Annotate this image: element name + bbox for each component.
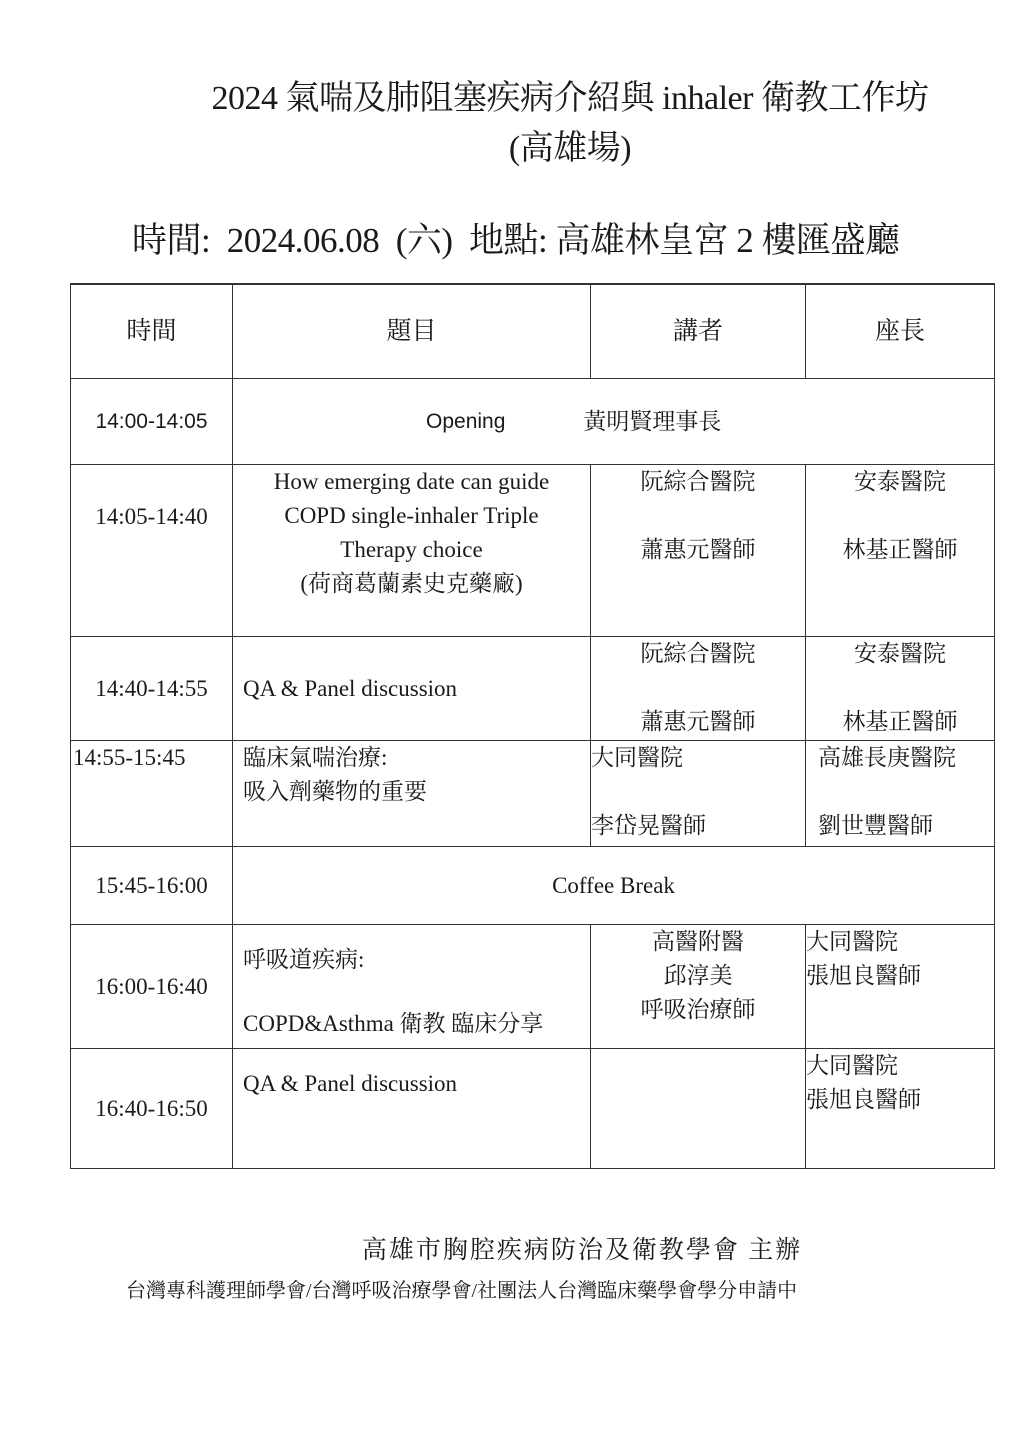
- topic-line: Therapy choice: [340, 537, 483, 562]
- row-chair: [806, 741, 995, 847]
- topic-line: 吸入劑藥物的重要: [243, 779, 427, 804]
- topic-line: How emerging date can guide: [273, 469, 550, 494]
- chair-hospital: 大同醫院: [806, 1053, 898, 1078]
- table-row: [71, 1049, 995, 1169]
- event-location: 高雄林皇宮 2 樓匯盛廳: [555, 221, 900, 260]
- row-speaker: 黃明賢理事長: [583, 408, 722, 434]
- speaker-hospital: 阮綜合醫院: [640, 641, 756, 666]
- table-row: [71, 465, 995, 637]
- chair-name: 林基正醫師: [842, 537, 958, 562]
- chair-hospital: 高雄長庚醫院: [818, 745, 956, 770]
- topic-line: 臨床氣喘治療:: [243, 745, 388, 770]
- chair-name: 張旭良醫師: [806, 1087, 921, 1112]
- topic-line: COPD&Asthma 衛教 臨床分享: [243, 1011, 544, 1036]
- topic-sponsor: (荷商葛蘭素史克藥廠): [300, 571, 523, 596]
- row-topic: QA & Panel discussion: [233, 637, 591, 741]
- speaker-hospital: 大同醫院: [591, 745, 683, 770]
- topic-line: COPD single-inhaler Triple: [284, 503, 539, 528]
- event-weekday: (六): [395, 221, 453, 260]
- speaker-hospital: 高醫附醫: [652, 929, 744, 954]
- row-speaker: [591, 465, 806, 637]
- organizer-line: 高雄市胸腔疾病防治及衛教學會 主辦: [361, 1237, 803, 1264]
- chair-name: 張旭良醫師: [806, 963, 921, 988]
- table-row: [71, 741, 995, 847]
- table-row: [71, 637, 995, 741]
- chair-name: 劉世豐醫師: [818, 813, 933, 838]
- row-time: 15:45-16:00: [71, 847, 233, 925]
- row-speaker: [591, 925, 806, 1049]
- speaker-hospital: 阮綜合醫院: [640, 469, 756, 494]
- opening-cell: [233, 379, 995, 465]
- row-chair: [806, 637, 995, 741]
- table-header-row: [71, 284, 995, 379]
- row-time: 16:00-16:40: [71, 925, 233, 1049]
- speaker-name: 蕭惠元醫師: [640, 537, 756, 562]
- event-date: 2024.06.08: [226, 221, 380, 260]
- row-topic: QA & Panel discussion: [233, 1049, 591, 1169]
- topic-line: 呼吸道疾病:: [243, 947, 365, 972]
- schedule-table: [70, 283, 995, 1169]
- row-chair: [806, 465, 995, 637]
- column-header-speaker: 講者: [591, 284, 806, 379]
- row-time: 14:55-15:45: [71, 741, 233, 847]
- chair-hospital: 安泰醫院: [854, 469, 946, 494]
- column-header-chair: 座長: [806, 284, 995, 379]
- location-label: 地點:: [469, 221, 548, 260]
- chair-hospital: 安泰醫院: [854, 641, 946, 666]
- row-chair: [806, 925, 995, 1049]
- row-topic: [233, 925, 591, 1049]
- table-row: [71, 847, 995, 925]
- row-topic: [233, 741, 591, 847]
- time-label: 時間:: [132, 221, 211, 260]
- event-info-line: [132, 213, 900, 263]
- speaker-name: 邱淳美: [663, 963, 733, 988]
- row-topic: Opening: [426, 409, 506, 433]
- title-line-2: (高雄場): [508, 130, 632, 167]
- chair-name: 林基正醫師: [842, 709, 958, 734]
- table-row: [71, 925, 995, 1049]
- row-time: 16:40-16:50: [71, 1049, 233, 1169]
- table-row: [71, 379, 995, 465]
- row-speaker: [591, 741, 806, 847]
- column-header-time: 時間: [71, 284, 233, 379]
- title-line-1: 2024 氣喘及肺阻塞疾病介紹與 inhaler 衛教工作坊: [211, 80, 929, 117]
- speaker-name: 蕭惠元醫師: [640, 709, 756, 734]
- column-header-topic: 題目: [233, 284, 591, 379]
- credits-line: 台灣專科護理師學會/台灣呼吸治療學會/社團法人台灣臨床藥學會學分申請中: [126, 1280, 798, 1302]
- row-time: 14:40-14:55: [71, 637, 233, 741]
- speaker-name: 李岱晃醫師: [591, 813, 706, 838]
- row-speaker-empty: [591, 1049, 806, 1169]
- row-time: 14:05-14:40: [71, 465, 233, 637]
- row-speaker: [591, 637, 806, 741]
- row-chair: [806, 1049, 995, 1169]
- row-time: 14:00-14:05: [71, 379, 233, 465]
- chair-hospital: 大同醫院: [806, 929, 898, 954]
- row-topic: [233, 465, 591, 637]
- speaker-title: 呼吸治療師: [640, 997, 756, 1022]
- coffee-break-cell: Coffee Break: [233, 847, 995, 925]
